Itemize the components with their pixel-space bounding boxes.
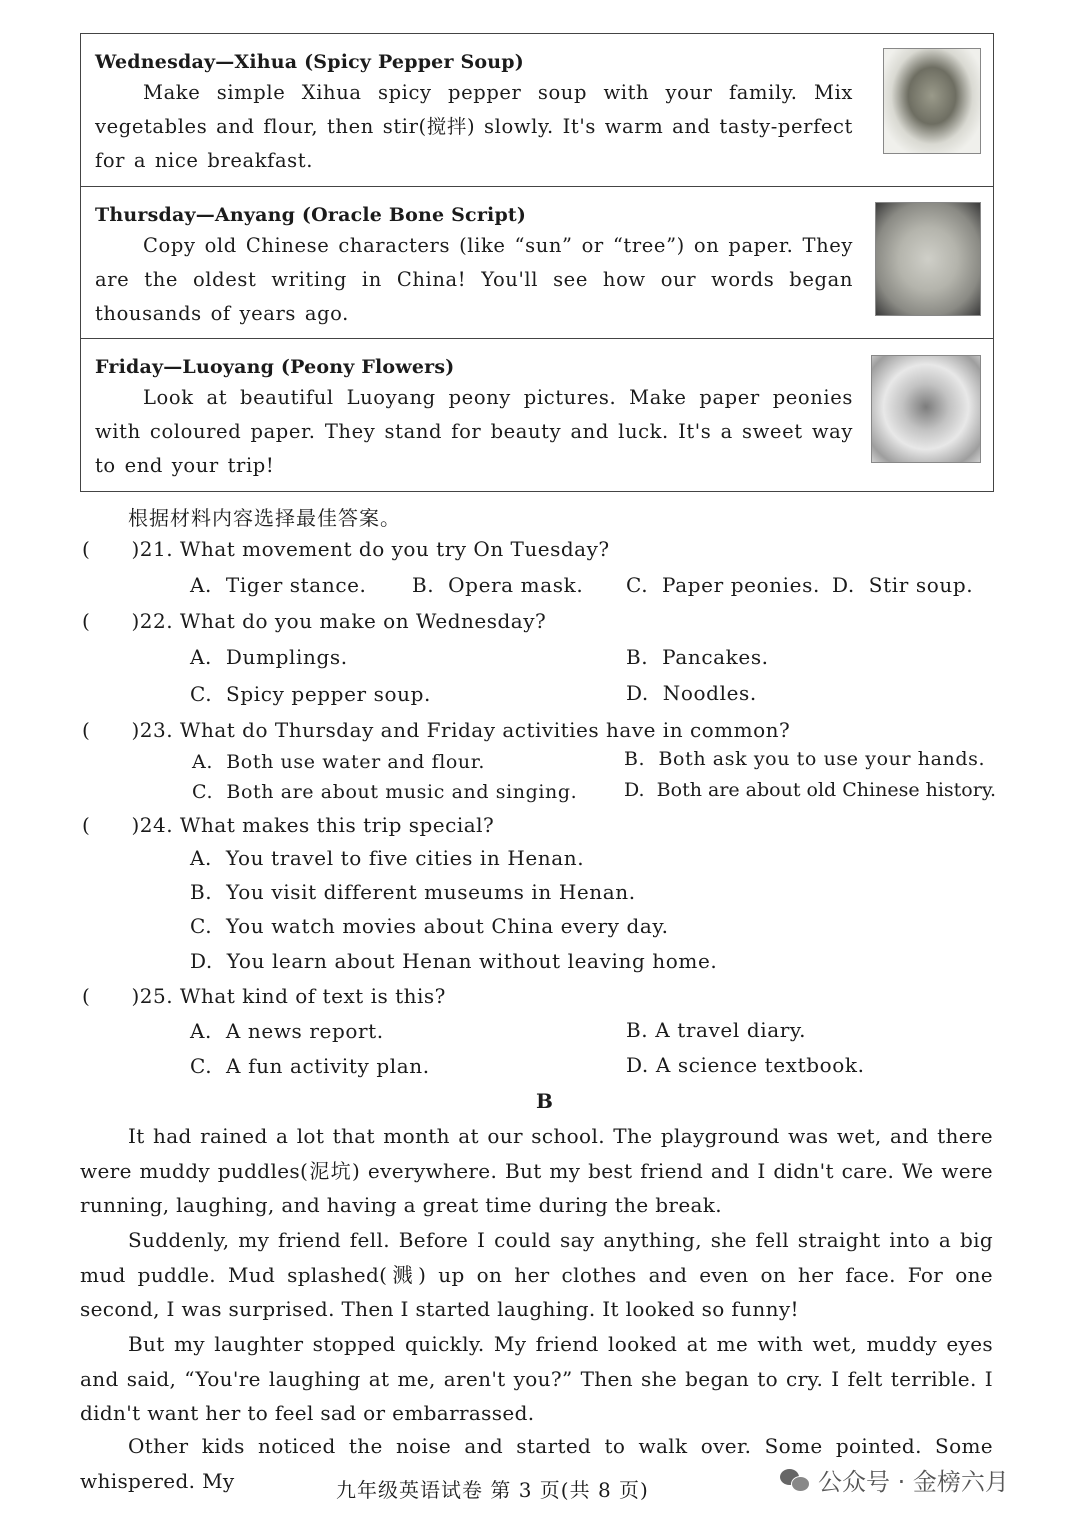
instruction: 根据材料内容选择最佳答案。 bbox=[128, 506, 401, 530]
option-25-b: B. A travel diary. bbox=[626, 1018, 807, 1042]
activity-heading: Wednesday—Xihua (Spicy Pepper Soup) bbox=[95, 51, 524, 73]
question-25: ( )25. What kind of text is this? bbox=[82, 984, 446, 1008]
option-21-d: D. Stir soup. bbox=[832, 573, 974, 597]
option-21-c: C. Paper peonies. bbox=[626, 573, 820, 597]
activity-body: Make simple Xihua spicy pepper soup with your family. Mix vegetables and flour, then stir(搅拌) slowly. It's warm and tasty-perfect for a nice breakfast. bbox=[95, 81, 853, 172]
question-23: ( )23. What do Thursday and Friday activities have in common? bbox=[82, 718, 791, 742]
activity-body: Look at beautiful Luoyang peony pictures. Make paper peonies with coloured paper. They stand for beauty and luck. It's a sweet way to end your trip! bbox=[95, 386, 853, 477]
activity-thursday bbox=[81, 187, 993, 339]
option-22-a: A. Dumplings. bbox=[190, 645, 348, 669]
passage-paragraph: Other kids noticed the noise and started to walk over. Some pointed. Some whispered. My bbox=[80, 1434, 993, 1493]
activity-heading: Thursday—Anyang (Oracle Bone Script) bbox=[95, 204, 527, 226]
section-heading: B bbox=[536, 1089, 553, 1113]
soup-photo bbox=[883, 48, 981, 154]
watermark bbox=[780, 1462, 1009, 1497]
option-24-a: A. You travel to five cities in Henan. bbox=[190, 846, 585, 870]
option-25-c: C. A fun activity plan. bbox=[190, 1054, 430, 1078]
activity-heading: Friday—Luoyang (Peony Flowers) bbox=[95, 356, 455, 378]
activity-friday bbox=[81, 339, 993, 491]
option-22-d: D. Noodles. bbox=[626, 681, 757, 705]
option-23-b: B. Both ask you to use your hands. bbox=[624, 748, 986, 770]
peony-photo bbox=[871, 355, 981, 463]
option-21-b: B. Opera mask. bbox=[412, 573, 584, 597]
question-22: ( )22. What do you make on Wednesday? bbox=[82, 609, 547, 633]
question-24: ( )24. What makes this trip special? bbox=[82, 813, 495, 837]
option-21-a: A. Tiger stance. bbox=[190, 573, 367, 597]
option-24-c: C. You watch movies about China every day. bbox=[190, 914, 669, 938]
option-25-d: D. A science textbook. bbox=[626, 1053, 865, 1077]
passage-paragraph: Suddenly, my friend fell. Before I could say anything, she fell straight into a big mud puddle. Mud splashed(溅) up on her clothes and even on her face. For one second, I was surprised. Then I started laughing. It looked so funny! bbox=[80, 1228, 993, 1322]
passage-paragraph: It had rained a lot that month at our school. The playground was wet, and there were muddy puddles(泥坑) everywhere. But my best friend and I didn't care. We were running, laughing, and having a great time during the break. bbox=[80, 1124, 993, 1218]
option-23-c: C. Both are about music and singing. bbox=[192, 781, 578, 803]
wechat-icon bbox=[780, 1467, 810, 1493]
option-22-c: C. Spicy pepper soup. bbox=[190, 682, 431, 706]
watermark-text: 公众号 · 金榜六月 bbox=[818, 1468, 1009, 1496]
page-footer: 九年级英语试卷 第 3 页(共 8 页) bbox=[336, 1478, 649, 1502]
option-24-d: D. You learn about Henan without leaving home. bbox=[190, 949, 718, 973]
option-23-a: A. Both use water and flour. bbox=[192, 751, 486, 773]
activity-table bbox=[80, 33, 994, 492]
option-24-b: B. You visit different museums in Henan. bbox=[190, 880, 636, 904]
activity-body: Copy old Chinese characters (like “sun” or “tree”) on paper. They are the oldest writing in China! You'll see how our words began thousands of years ago. bbox=[95, 234, 853, 325]
option-22-b: B. Pancakes. bbox=[626, 645, 769, 669]
option-25-a: A. A news report. bbox=[190, 1019, 384, 1043]
oracle-bone-photo bbox=[875, 202, 981, 316]
question-21: ( )21. What movement do you try On Tuesday? bbox=[82, 537, 610, 561]
option-23-d: D. Both are about old Chinese history. bbox=[624, 779, 997, 801]
passage-paragraph: But my laughter stopped quickly. My friend looked at me with wet, muddy eyes and said, “You're laughing at me, aren't you?” Then she began to cry. I felt terrible. I didn't want her to feel sad or embarrassed. bbox=[80, 1332, 993, 1426]
activity-wednesday bbox=[81, 34, 993, 187]
